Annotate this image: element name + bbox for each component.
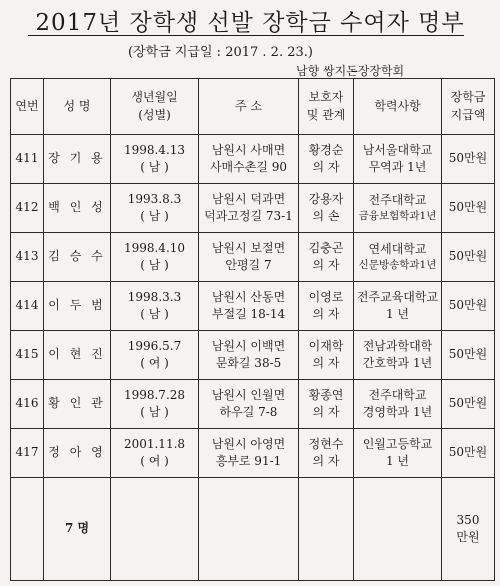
cell-amount: 50만원 <box>442 380 495 429</box>
cell-guardian-relation: 의 자 <box>312 307 340 321</box>
cell-address <box>199 135 299 184</box>
cell-guardian <box>299 380 354 429</box>
cell-school-major: 1 년 <box>385 454 410 468</box>
cell-amount: 50만원 <box>442 331 495 380</box>
cell-guardian-name: 황경순 <box>308 142 344 157</box>
cell-birth-date: 1993.8.3 <box>127 191 182 206</box>
cell-address <box>199 233 299 282</box>
cell-address-line1: 남원시 덕과면 <box>211 191 286 206</box>
cell-guardian-relation: 의 자 <box>312 454 340 468</box>
total-amount-number: 350 <box>456 512 480 527</box>
cell-school <box>354 282 442 331</box>
cell-no: 413 <box>11 233 44 282</box>
cell-guardian <box>299 233 354 282</box>
cell-gender: ( 남 ) <box>140 258 169 272</box>
cell-address-line2: 안평길 7 <box>225 258 272 272</box>
header-birth <box>111 79 199 135</box>
cell-birth-date: 1998.4.10 <box>123 240 186 255</box>
total-empty-school <box>354 478 442 581</box>
cell-school <box>354 135 442 184</box>
cell-school <box>354 233 442 282</box>
cell-name: 황 인 관 <box>44 380 111 429</box>
header-name: 성 명 <box>44 79 111 135</box>
total-row <box>11 478 495 581</box>
cell-address-line1: 남원시 산동면 <box>211 289 286 304</box>
table-row <box>11 282 495 331</box>
cell-guardian <box>299 429 354 478</box>
organization-name: 남향 쌍지돈장장학회 <box>296 64 405 78</box>
cell-school-major: 1 년 <box>385 307 410 321</box>
cell-address <box>199 380 299 429</box>
header-amount <box>442 79 495 135</box>
cell-school-name: 전주교육대학교 <box>356 289 439 304</box>
cell-school-name: 전남과학대학 <box>362 338 433 353</box>
table-row <box>11 135 495 184</box>
table-row <box>11 380 495 429</box>
cell-gender: ( 남 ) <box>140 405 169 419</box>
scholarship-roster-table <box>10 78 495 581</box>
total-amount-unit: 만원 <box>456 530 480 544</box>
cell-guardian <box>299 282 354 331</box>
cell-birth-date: 1998.3.3 <box>127 289 182 304</box>
cell-birth-date: 1998.7.28 <box>123 387 186 402</box>
cell-amount: 50만원 <box>442 282 495 331</box>
cell-address <box>199 184 299 233</box>
cell-no: 415 <box>11 331 44 380</box>
cell-guardian-relation: 의 자 <box>312 405 340 419</box>
header-amount-line1: 장학금 <box>450 90 486 105</box>
cell-school <box>354 184 442 233</box>
cell-guardian-name: 황종연 <box>308 387 344 402</box>
header-guardian <box>299 79 354 135</box>
total-amount <box>442 478 495 581</box>
header-school: 학력사항 <box>354 79 442 135</box>
cell-school-name: 전주대학교 <box>368 192 427 207</box>
cell-guardian-name: 이재학 <box>308 338 344 353</box>
cell-gender: ( 남 ) <box>140 160 169 174</box>
cell-birth <box>111 135 199 184</box>
table-row <box>11 331 495 380</box>
header-amount-line2: 지급액 <box>450 107 486 122</box>
table-row <box>11 184 495 233</box>
cell-birth-date: 1996.5.7 <box>127 338 182 353</box>
cell-gender: ( 여 ) <box>140 454 169 468</box>
cell-school-major: 경영학과 1년 <box>362 405 433 419</box>
document-title: 2017년 장학생 선발 장학금 수여자 명부 <box>35 10 465 36</box>
cell-address-line1: 남원시 사매면 <box>211 142 286 157</box>
cell-birth <box>111 429 199 478</box>
cell-amount: 50만원 <box>442 135 495 184</box>
cell-name: 백 인 성 <box>44 184 111 233</box>
cell-birth-date: 2001.11.8 <box>123 436 186 451</box>
cell-no: 412 <box>11 184 44 233</box>
table-row <box>11 233 495 282</box>
total-empty-address <box>199 478 299 581</box>
title-underline <box>28 35 464 36</box>
total-empty-birth <box>111 478 199 581</box>
cell-no: 417 <box>11 429 44 478</box>
cell-address-line1: 남원시 인월면 <box>211 387 286 402</box>
cell-no: 411 <box>11 135 44 184</box>
cell-address-line1: 남원시 보절면 <box>211 240 286 255</box>
cell-address-line2: 문화길 38-5 <box>215 356 282 370</box>
total-no-cell <box>11 478 44 581</box>
cell-address-line2: 사매수촌길 90 <box>209 160 288 174</box>
header-birth-line1: 생년월일 <box>131 90 178 105</box>
cell-address-line1: 남원시 아영면 <box>211 436 286 451</box>
cell-guardian-name: 김충곤 <box>308 240 344 255</box>
cell-guardian-relation: 의 자 <box>312 356 340 370</box>
cell-birth-date: 1998.4.13 <box>123 142 186 157</box>
cell-guardian <box>299 184 354 233</box>
header-address: 주 소 <box>199 79 299 135</box>
cell-amount: 50만원 <box>442 233 495 282</box>
cell-name: 이 두 범 <box>44 282 111 331</box>
header-no: 연번 <box>11 79 44 135</box>
table-header-row <box>11 79 495 135</box>
cell-guardian-name: 강용자 <box>308 191 344 206</box>
header-guardian-line2: 및 관계 <box>306 107 346 122</box>
cell-birth <box>111 380 199 429</box>
cell-school-major: 신문방송학과1년 <box>358 259 437 272</box>
cell-school-name: 인월고등학교 <box>362 436 433 451</box>
cell-name: 장 기 용 <box>44 135 111 184</box>
cell-school-major: 무역과 1년 <box>368 160 427 174</box>
cell-name: 김 승 수 <box>44 233 111 282</box>
cell-amount: 50만원 <box>442 429 495 478</box>
cell-address-line2: 흥부로 91-1 <box>215 454 282 468</box>
cell-address <box>199 429 299 478</box>
table-row <box>11 429 495 478</box>
cell-guardian-name: 정현수 <box>308 436 344 451</box>
table-body <box>11 135 495 581</box>
cell-school <box>354 429 442 478</box>
cell-guardian-name: 이영로 <box>308 289 344 304</box>
cell-school-name: 남서울대학교 <box>362 142 433 157</box>
cell-birth <box>111 331 199 380</box>
cell-address-line2: 덕과고정길 73-1 <box>204 209 293 223</box>
cell-guardian-relation: 의 자 <box>312 258 340 272</box>
cell-school-major: 금융보험학과1년 <box>358 210 437 223</box>
cell-school <box>354 380 442 429</box>
cell-birth <box>111 184 199 233</box>
cell-school <box>354 331 442 380</box>
cell-address <box>199 282 299 331</box>
cell-no: 414 <box>11 282 44 331</box>
total-empty-guardian <box>299 478 354 581</box>
cell-school-name: 전주대학교 <box>368 387 427 402</box>
cell-school-name: 연세대학교 <box>368 241 427 256</box>
payment-date: (장학금 지급일 : 2017 . 2. 23.) <box>128 45 313 60</box>
cell-gender: ( 남 ) <box>140 307 169 321</box>
cell-no: 416 <box>11 380 44 429</box>
cell-gender: ( 여 ) <box>140 356 169 370</box>
total-count: 7 명 <box>44 478 111 581</box>
cell-guardian <box>299 331 354 380</box>
cell-birth <box>111 282 199 331</box>
cell-address-line2: 부절길 18-14 <box>211 307 286 321</box>
cell-guardian <box>299 135 354 184</box>
cell-address <box>199 331 299 380</box>
cell-guardian-relation: 의 자 <box>312 160 340 174</box>
cell-birth <box>111 233 199 282</box>
header-birth-line2: (성별) <box>138 107 171 122</box>
cell-name: 정 아 영 <box>44 429 111 478</box>
cell-address-line1: 남원시 이백면 <box>211 338 286 353</box>
cell-amount: 50만원 <box>442 184 495 233</box>
cell-gender: ( 남 ) <box>140 209 169 223</box>
cell-address-line2: 하우길 7-8 <box>219 405 278 419</box>
header-guardian-line1: 보호자 <box>308 90 344 105</box>
cell-school-major: 간호학과 1년 <box>362 356 433 370</box>
cell-guardian-relation: 의 손 <box>312 209 340 223</box>
cell-name: 이 현 진 <box>44 331 111 380</box>
